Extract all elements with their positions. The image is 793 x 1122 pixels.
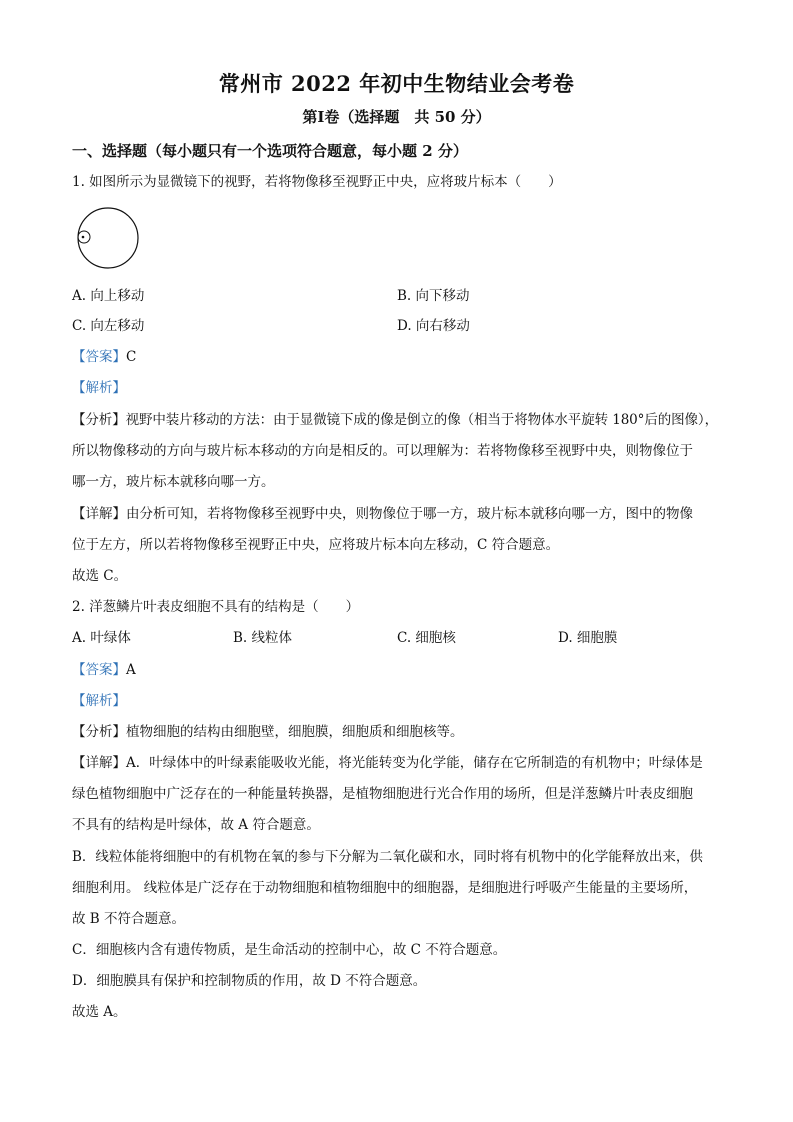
q1-answer — [72, 347, 136, 367]
q2-xiangjie-line-5: 细胞利用。 线粒体是广泛存在于动物细胞和植物细胞中的细胞器，是细胞进行呼吸产生能量的主要场所， — [72, 880, 698, 896]
q1-fenxi-line-2: 所以物像移动的方向与玻片标本移动的方向是相反的。可以理解为：若将物像移至视野中央，则物像位于 — [72, 443, 693, 459]
q2-stem: 2. 洋葱鳞片叶表皮细胞不具有的结构是（ ） — [72, 599, 360, 615]
q1-stem: 1. 如图所示为显微镜下的视野，若将物像移至视野正中央，应将玻片标本（ ） — [72, 174, 562, 190]
q2-xiangjie-line-6: 故 B 不符合题意。 — [72, 911, 186, 927]
field-of-view-circle — [78, 208, 138, 268]
q2-xiangjie-line-2: 绿色植物细胞中广泛存在的一种能量转换器，是植物细胞进行光合作用的场所，但是洋葱鳞片叶表皮细胞 — [72, 786, 693, 802]
q1-fenxi-label: 【分析】 — [72, 412, 126, 428]
q2-answer-value: A — [126, 662, 136, 678]
q2-fenxi-label: 【分析】 — [72, 724, 126, 740]
q1-fenxi-line-1: 【分析】视野中装片移动的方法：由于显微镜下成的像是倒立的像（相当于将物体水平旋转 180°后的图像）， — [72, 412, 718, 428]
q2-option-b: B. 线粒体 — [233, 630, 293, 646]
q2-xiangjie-line-8: D．细胞膜具有保护和控制物质的作用，故 D 不符合题意。 — [72, 973, 427, 989]
page-title: 常州市 2022 年初中生物结业会考卷 — [218, 71, 575, 96]
q1-answer-label: 【答案】 — [72, 349, 126, 365]
q1-option-b: B. 向下移动 — [397, 288, 470, 304]
q2-fenxi-line-1: 【分析】植物细胞的结构由细胞壁，细胞膜，细胞质和细胞核等。 — [72, 724, 464, 740]
q2-xiangjie-label: 【详解】 — [72, 755, 126, 771]
q2-analysis-label: 【解析】 — [72, 693, 126, 709]
q1-option-d: D. 向右移动 — [397, 318, 470, 334]
specimen-dot — [82, 236, 85, 239]
q2-xiangjie-line-7: C．细胞核内含有遗传物质，是生命活动的控制中心，故 C 不符合题意。 — [72, 942, 507, 958]
q1-option-c: C. 向左移动 — [72, 318, 145, 334]
q1-analysis-label: 【解析】 — [72, 380, 126, 396]
q1-conclusion: 故选 C。 — [72, 568, 128, 584]
q2-option-c: C. 细胞核 — [397, 630, 456, 646]
q1-xiangjie-line-2: 位于左方，所以若将物像移至视野正中央，应将玻片标本向左移动，C 符合题意。 — [72, 537, 560, 553]
q2-conclusion: 故选 A。 — [72, 1004, 127, 1020]
q2-xiangjie-line-3: 不具有的结构是叶绿体，故 A 符合题意。 — [72, 817, 320, 833]
q2-answer-label: 【答案】 — [72, 662, 126, 678]
section-heading: 一、选择题（每小题只有一个选项符合题意，每小题 2 分） — [72, 142, 468, 160]
q1-fenxi-line-3: 哪一方，玻片标本就移向哪一方。 — [72, 474, 275, 490]
q2-xiangjie-line-4: B．线粒体能将细胞中的有机物在氧的参与下分解为二氧化碳和水，同时将有机物中的化学能释放出来，供 — [72, 849, 703, 865]
q2-xiangjie-line-1: 【详解】A．叶绿体中的叶绿素能吸收光能，将光能转变为化学能，储存在它所制造的有机物中；叶绿体是 — [72, 755, 703, 771]
page-subtitle: 第Ⅰ卷（选择题 共 50 分） — [302, 108, 491, 126]
q1-option-a: A. 向上移动 — [72, 288, 145, 304]
q1-xiangjie-line-1: 【详解】由分析可知，若将物像移至视野中央，则物像位于哪一方，玻片标本就移向哪一方，图中的物像 — [72, 506, 693, 522]
q2-option-a: A. 叶绿体 — [72, 630, 131, 646]
q2-option-d: D. 细胞膜 — [558, 630, 618, 646]
q1-answer-value: C — [126, 349, 137, 365]
q2-answer — [72, 660, 136, 680]
microscope-field-figure — [74, 205, 140, 271]
q1-xiangjie-label: 【详解】 — [72, 506, 126, 522]
